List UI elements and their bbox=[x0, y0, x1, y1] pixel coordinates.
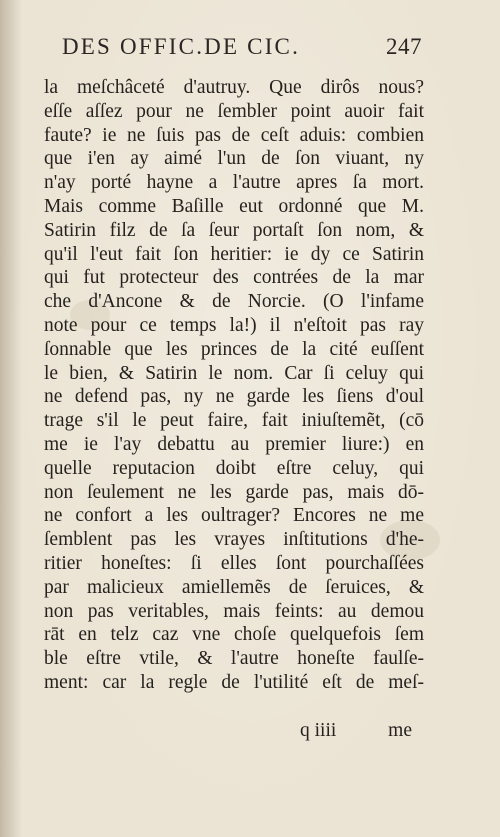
text-line: faute? ie ne ſuis pas de ceſt aduis: combien bbox=[44, 124, 424, 146]
text-line: ne defend pas, ny ne garde les ſiens d'oul bbox=[44, 386, 424, 408]
text-line: le bien, & Satirin le nom. Car ſi celuy qui bbox=[44, 362, 424, 384]
text-line: ble eſtre vtile, & l'autre honeſte faulſe- bbox=[44, 648, 424, 670]
signature-mark: q iiii bbox=[300, 720, 337, 741]
text-line: rāt en telz caz vne choſe quelquefois ſem bbox=[44, 624, 424, 646]
text-line: qu'il l'eut fait ſon heritier: ie dy ce Satirin bbox=[44, 243, 424, 265]
text-line: trage s'il le peut faire, fait iniuſtemẽt, (cō bbox=[44, 410, 424, 432]
text-line: qui fut protecteur des contrées de la mar bbox=[44, 267, 424, 289]
text-line: non pas veritables, mais feints: au demou bbox=[44, 600, 424, 622]
text-line: ſemblent pas les vrayes inſtitutions d'he- bbox=[44, 529, 424, 551]
text-line: note pour ce temps la!) il n'eſtoit pas ray bbox=[44, 314, 424, 336]
text-line: ſonnable que les princes de la cité euſſent bbox=[44, 338, 424, 360]
text-line: par malicieux amiellemẽs de ſeruices, & bbox=[44, 576, 424, 598]
text-line: la meſchâceté d'autruy. Que dirôs nous? bbox=[44, 77, 424, 98]
catchword: me bbox=[388, 720, 412, 741]
running-head: DES OFFIC.DE CIC. bbox=[62, 34, 301, 59]
text-line: non ſeulement ne les garde pas, mais dō- bbox=[44, 481, 424, 503]
text-line: Satirin filz de ſa ſeur portaſt ſon nom, & bbox=[44, 219, 424, 241]
text-line: ne confort a les oultrager? Encores ne me bbox=[44, 505, 424, 527]
text-line: n'ay porté hayne a l'autre apres ſa mort. bbox=[44, 172, 424, 194]
text-line: ment: car la regle de l'utilité eſt de meſ- bbox=[44, 671, 424, 693]
text-line: me ie l'ay debattu au premier liure:) en bbox=[44, 433, 424, 455]
text-line: eſſe aſſez pour ne ſembler point auoir fait bbox=[44, 100, 424, 122]
page-number: 247 bbox=[386, 34, 422, 59]
text-line: Mais comme Baſille eut ordonné que M. bbox=[44, 195, 424, 217]
text-line: che d'Ancone & de Norcie. (O l'infame bbox=[44, 291, 424, 313]
text-line: ritier honeſtes: ſi elles ſont pourchaſſées bbox=[44, 552, 424, 574]
body-text bbox=[44, 76, 424, 695]
page-header bbox=[62, 34, 422, 66]
text-line: quelle reputacion doibt eſtre celuy, qui bbox=[44, 457, 424, 479]
text-line: que i'en ay aimé l'un de ſon viuant, ny bbox=[44, 148, 424, 170]
spine-shadow bbox=[0, 0, 22, 837]
page-footer bbox=[300, 720, 412, 744]
